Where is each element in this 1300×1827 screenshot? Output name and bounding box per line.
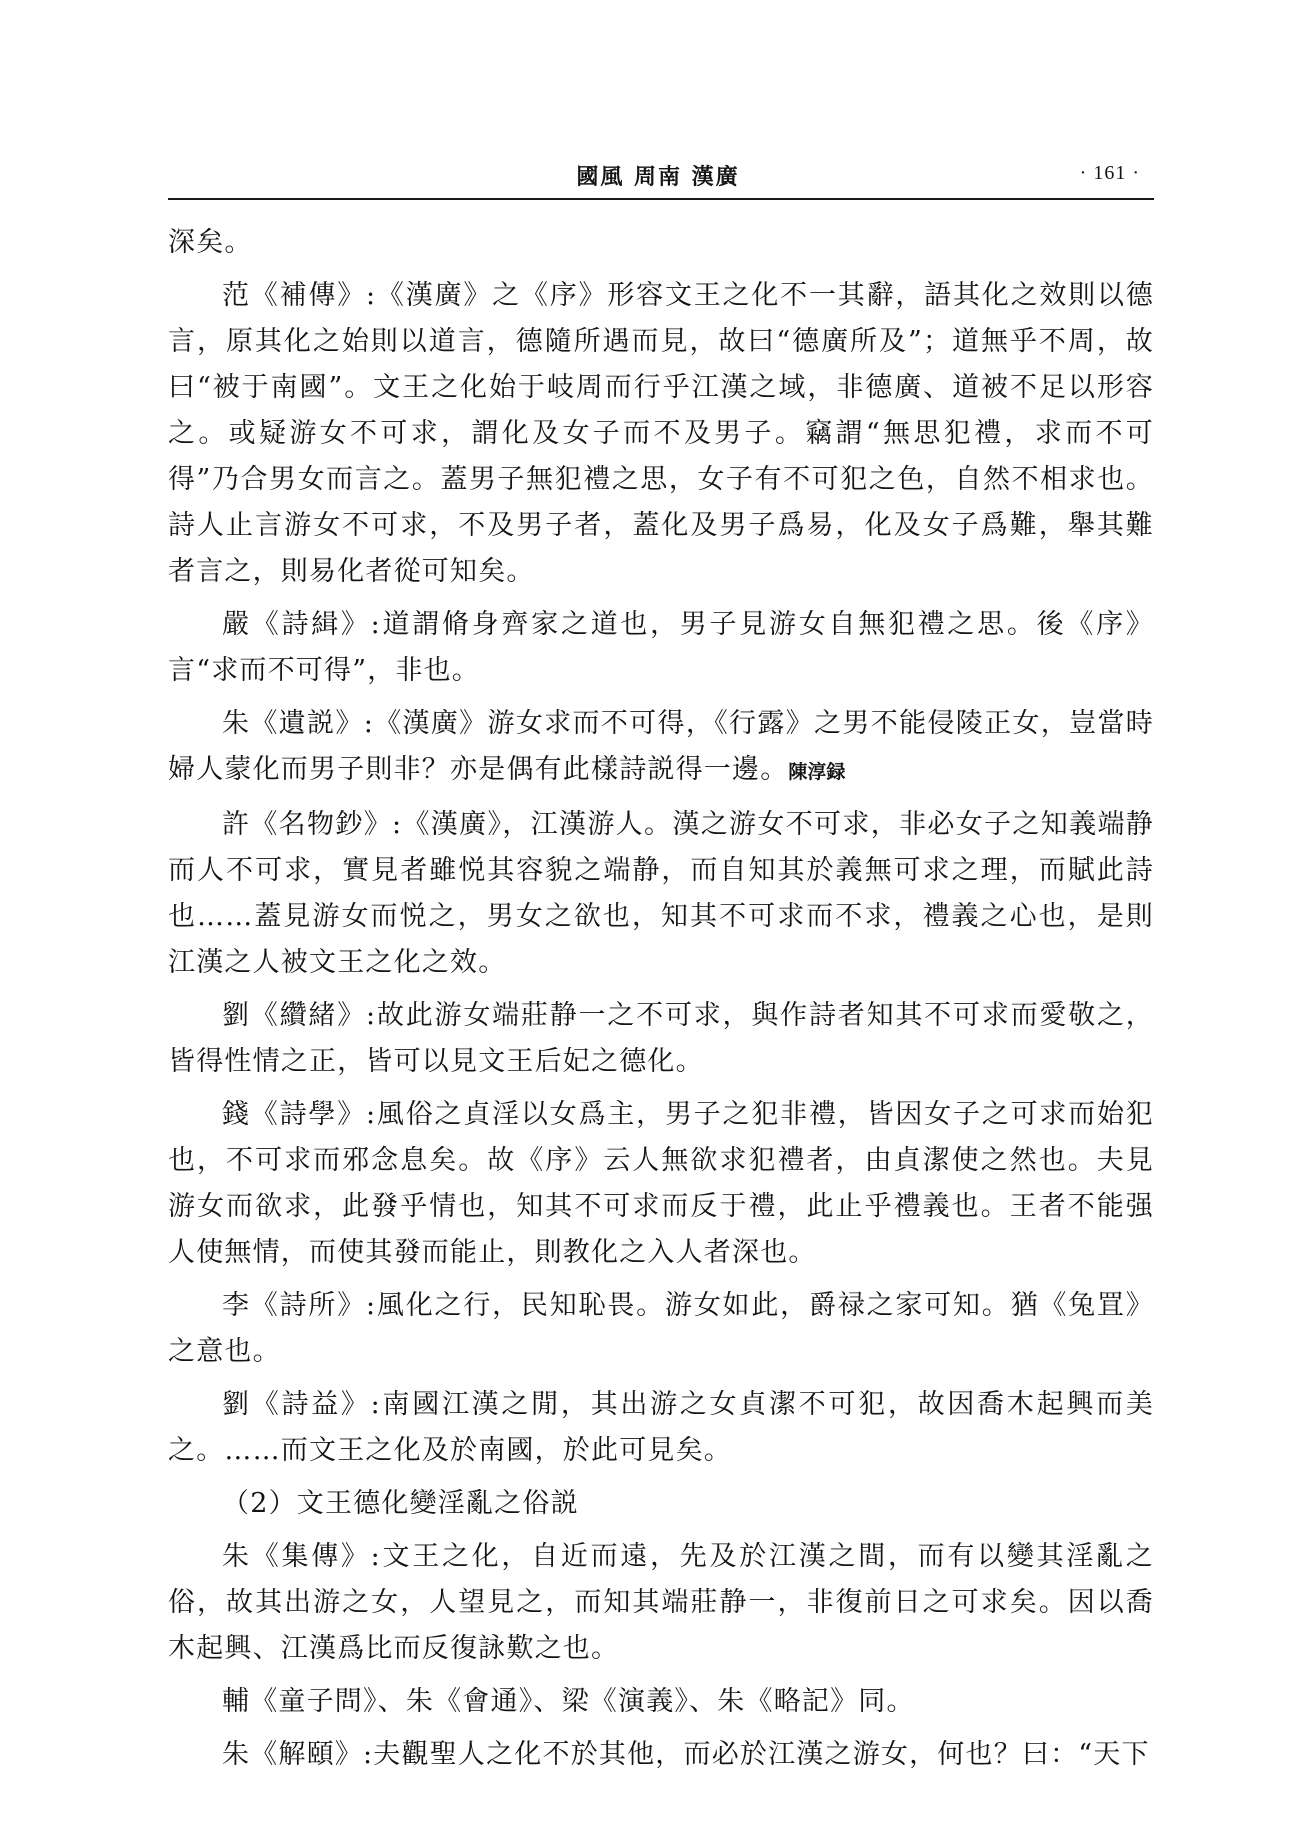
paragraph-text: 朱《解頤》:夫觀聖人之化不於其他，而必於江漢之游女，何也？曰：“天下 bbox=[222, 1739, 1150, 1770]
header-title: 國風 周南 漢廣 bbox=[576, 164, 740, 190]
paragraph bbox=[168, 1534, 1154, 1672]
page-number: · 161 · bbox=[1079, 162, 1140, 184]
paragraph bbox=[168, 602, 1154, 694]
section-heading bbox=[168, 1481, 1154, 1527]
paragraph bbox=[168, 1382, 1154, 1474]
paragraph bbox=[168, 1092, 1154, 1276]
paragraph-text: 深矣。 bbox=[168, 227, 253, 258]
paragraph-text: 朱《遺説》:《漢廣》游女求而不可得，《行露》之男不能侵陵正女，豈當時婦人蒙化而男子則非？亦是偶有此樣詩説得一邊。 bbox=[168, 708, 1154, 785]
paragraph bbox=[168, 701, 1154, 795]
paragraph-text: 范《補傳》:《漢廣》之《序》形容文王之化不一其辭，語其化之效則以德言，原其化之始則以道言，德隨所遇而見，故曰“德廣所及”；道無乎不周，故曰“被于南國”。文王之化始于岐周而行乎江漢之域，非德廣、道被不足以形容之。或疑游女不可求，謂化及女子而不及男子。竊謂“無思犯禮，求而不可得”乃合男女而言之。蓋男子無犯禮之思，女子有不可犯之色，自然不相求也。詩人止言游女不可求，不及男子者，蓋化及男子爲易，化及女子爲難，舉其難者言之，則易化者從可知矣。 bbox=[168, 280, 1154, 587]
paragraph bbox=[168, 273, 1154, 595]
header-divider bbox=[168, 198, 1154, 200]
paragraph-text: 李《詩所》:風化之行，民知恥畏。游女如此，爵禄之家可知。猶《兔罝》之意也。 bbox=[168, 1290, 1154, 1367]
paragraph-text: 劉《纘緒》:故此游女端莊静一之不可求，與作詩者知其不可求而愛敬之，皆得性情之正，皆可以見文王后妃之德化。 bbox=[168, 1000, 1154, 1077]
paragraph-text: 輔《童子問》、朱《會通》、梁《演義》、朱《略記》同。 bbox=[222, 1686, 915, 1717]
paragraph bbox=[168, 993, 1154, 1085]
paragraph bbox=[168, 802, 1154, 986]
paragraph-text: 錢《詩學》:風俗之貞淫以女爲主，男子之犯非禮，皆因女子之可求而始犯也，不可求而邪念息矣。故《序》云人無欲求犯禮者，由貞潔使之然也。夫見游女而欲求，此發乎情也，知其不可求而反于禮，此止乎禮義也。王者不能强人使無情，而使其發而能止，則教化之入人者深也。 bbox=[168, 1099, 1154, 1268]
source-note: 陳淳録 bbox=[788, 761, 846, 783]
paragraph-text: 嚴《詩緝》:道謂脩身齊家之道也，男子見游女自無犯禮之思。後《序》言“求而不可得”，非也。 bbox=[168, 609, 1154, 686]
paragraph-text: 劉《詩益》:南國江漢之閒，其出游之女貞潔不可犯，故因喬木起興而美之。……而文王之化及於南國，於此可見矣。 bbox=[168, 1389, 1154, 1466]
running-header bbox=[168, 160, 1148, 196]
section-heading-text: （2）文王德化變淫亂之俗説 bbox=[222, 1488, 579, 1519]
paragraph bbox=[168, 220, 1154, 266]
paragraph-text: 許《名物鈔》:《漢廣》，江漢游人。漢之游女不可求，非必女子之知義端静而人不可求，實見者雖悦其容貌之端静，而自知其於義無可求之理，而賦此詩也……蓋見游女而悦之，男女之欲也，知其不可求而不求，禮義之心也，是則江漢之人被文王之化之效。 bbox=[168, 809, 1154, 978]
paragraph bbox=[168, 1283, 1154, 1375]
paragraph-text: 朱《集傳》:文王之化，自近而遠，先及於江漢之間，而有以變其淫亂之俗，故其出游之女，人望見之，而知其端莊静一，非復前日之可求矣。因以喬木起興、江漢爲比而反復詠歎之也。 bbox=[168, 1541, 1154, 1664]
paragraph bbox=[168, 1679, 1154, 1725]
paragraph bbox=[168, 1732, 1154, 1778]
body-text bbox=[168, 220, 1154, 1785]
